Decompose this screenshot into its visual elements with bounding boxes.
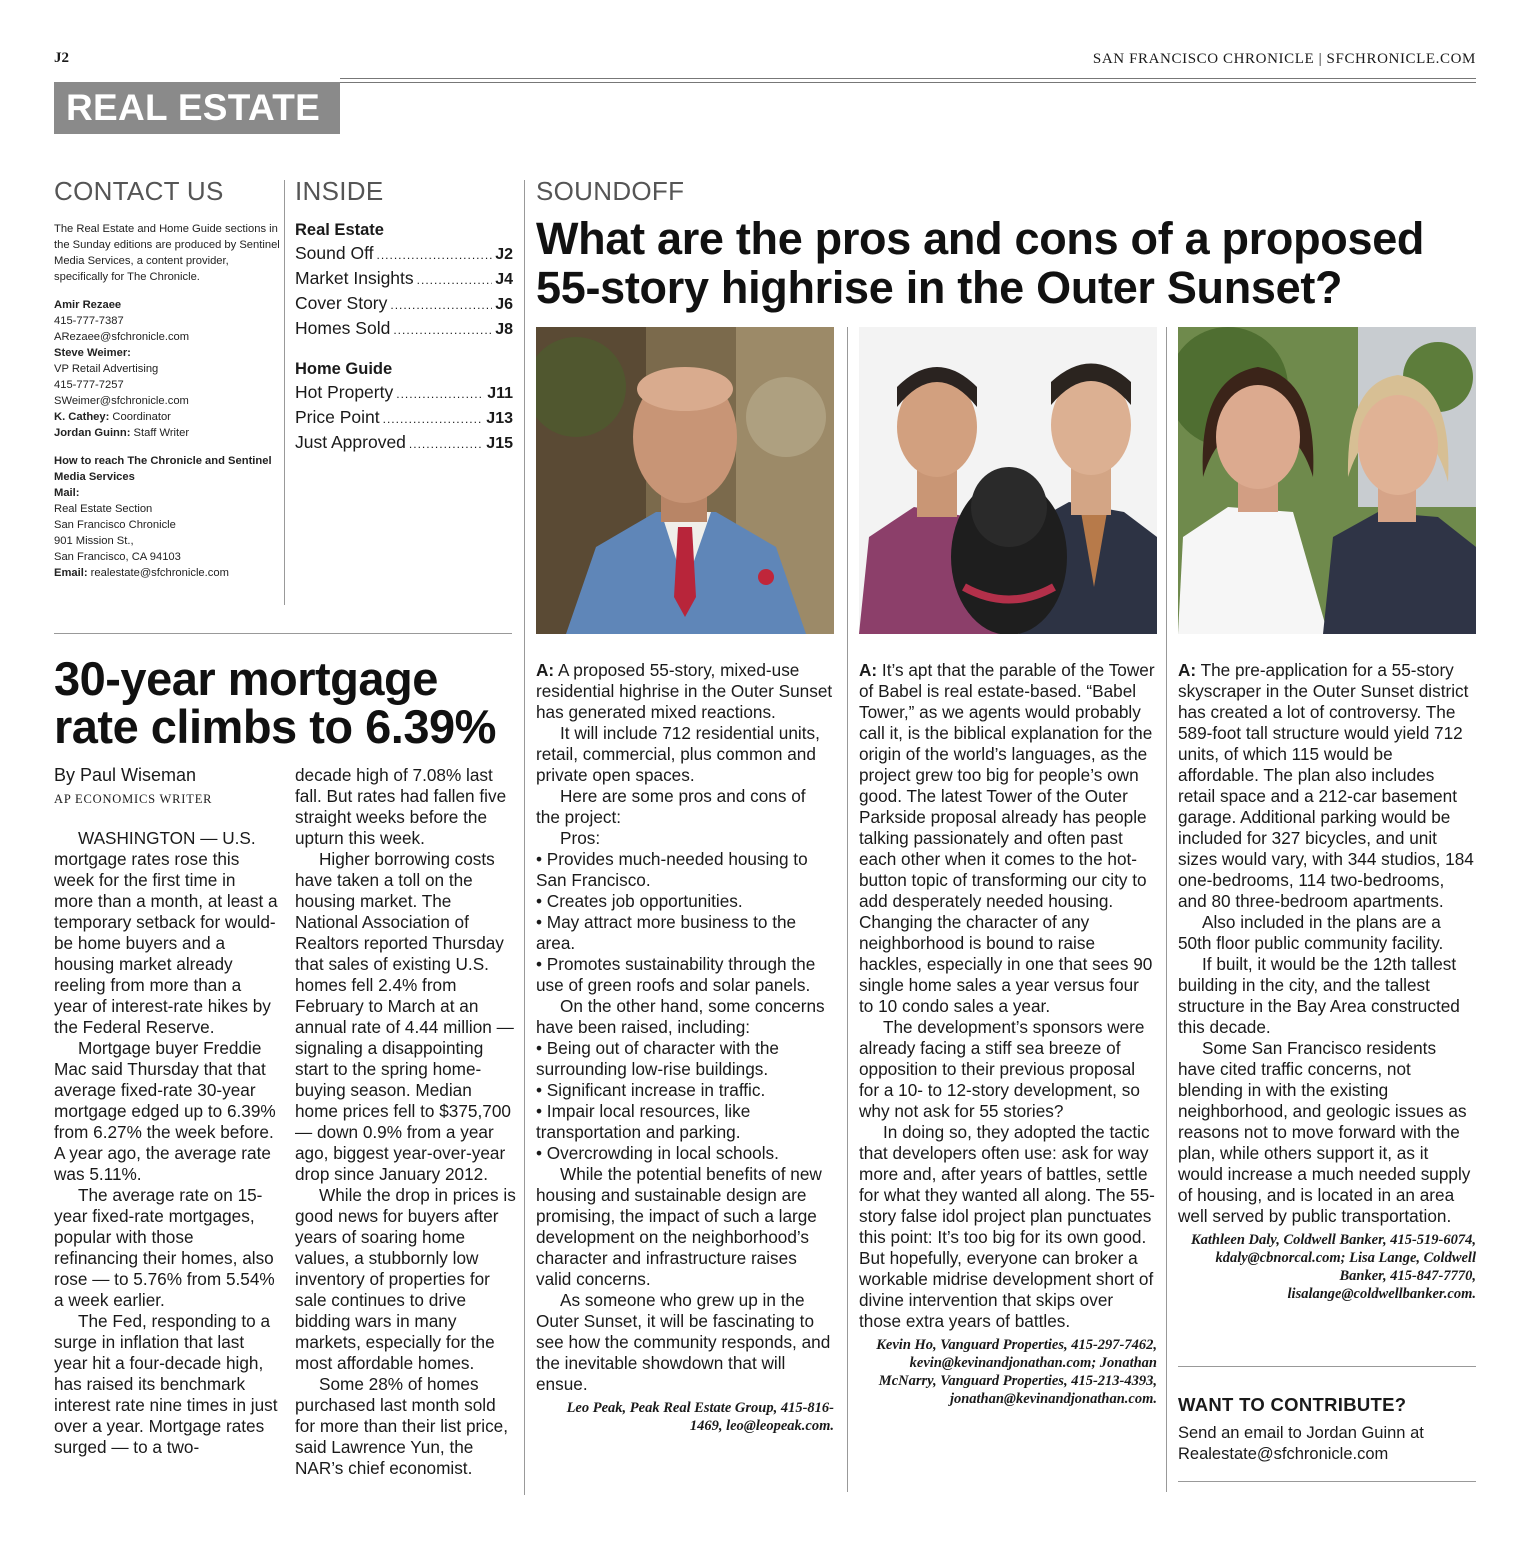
- paragraph: It will include 712 residential units, retail, commercial, plus common and private open spaces.: [536, 723, 820, 785]
- contribute-title: WANT TO CONTRIBUTE?: [1178, 1394, 1407, 1415]
- answer-label: A:: [859, 660, 878, 680]
- toc-leader: [377, 244, 493, 267]
- toc-page: J15: [486, 435, 513, 452]
- bullet-item: • May attract more business to the area.: [536, 912, 797, 953]
- pros-label: Pros:: [560, 828, 601, 848]
- paragraph: The average rate on 15-year fixed-rate mortgages, popular with those refinancing their homes, also rose — to 5.76% from 5.54% a week earlier.: [54, 1185, 275, 1310]
- reach-title: How to reach The Chronicle and Sentinel Media Services: [54, 455, 272, 483]
- answer-lead: [859, 660, 1157, 1017]
- paragraph: Mortgage buyer Freddie Mac said Thursday that that average fixed-rate 30-year mortgage edged up to 6.39% from 6.27% the week before. A year ago, the average rate was 5.11%.: [54, 1038, 276, 1184]
- answer-2: [859, 660, 1157, 1408]
- paragraph: Some 28% of homes purchased last month sold for more than their list price, said Lawrence Yun, the NAR’s chief economist.: [295, 1374, 509, 1478]
- byline-credit: AP ECONOMICS WRITER: [54, 792, 213, 806]
- paragraph: decade high of 7.08% last fall. But rates had fallen five straight weeks before the upturn this week.: [295, 765, 507, 848]
- answer-label: A:: [1178, 660, 1197, 680]
- toc-leader: [396, 383, 484, 406]
- toc-page: J2: [495, 246, 513, 263]
- toc-label: Hot Property: [295, 382, 394, 402]
- toc-label: Market Insights: [295, 268, 414, 288]
- toc-page: J4: [495, 271, 513, 288]
- soundoff-label: SOUNDOFF: [536, 176, 685, 206]
- answer-lead-text: A proposed 55-story, mixed-use residential highrise in the Outer Sunset has generated mixed reactions.: [536, 660, 833, 722]
- toc-leader: [409, 433, 483, 456]
- toc-page: J6: [495, 296, 513, 313]
- staff-email[interactable]: ARezaee@sfchronicle.com: [54, 331, 190, 343]
- column-divider: [284, 180, 285, 605]
- toc-group: [295, 221, 513, 342]
- paragraph: On the other hand, some concerns have been raised, including:: [536, 996, 825, 1037]
- toc-page: J11: [487, 385, 513, 402]
- soundoff-headline: What are the pros and cons of a proposed 55-story highrise in the Outer Sunset?: [536, 213, 1425, 313]
- mail-block: [54, 453, 280, 581]
- mortgage-column-2: [295, 765, 517, 1479]
- section-flag: REAL ESTATE: [54, 82, 340, 134]
- column-divider: [524, 180, 525, 1495]
- address-line: San Francisco, CA 94103: [54, 551, 181, 563]
- toc-page: J8: [495, 321, 513, 338]
- byline: By Paul Wiseman: [54, 765, 197, 785]
- agent-photo-2: [859, 327, 1157, 634]
- answer-label: A:: [536, 660, 555, 680]
- bullet-item: • Overcrowding in local schools.: [536, 1143, 779, 1163]
- mail-label: Mail:: [54, 487, 80, 499]
- top-rule-2: [340, 82, 1476, 83]
- staff-role: Staff Writer: [130, 427, 190, 439]
- paragraph: The development’s sponsors were already facing a stiff sea breeze of opposition to their previous proposal for a 10- to 12-story development, so why not ask for 55 stories?: [859, 1017, 1145, 1121]
- page-number: J2: [54, 50, 69, 66]
- paragraph: Here are some pros and cons of the project:: [536, 786, 806, 827]
- toc-item[interactable]: [295, 292, 513, 317]
- contribute-rule-bottom: [1178, 1481, 1476, 1482]
- toc-item[interactable]: [295, 267, 513, 292]
- contribute-rule-top: [1178, 1366, 1476, 1367]
- bullet-item: • Promotes sustainability through the use of green roofs and solar panels.: [536, 954, 816, 995]
- column-divider: [1166, 327, 1167, 1492]
- paragraph: In doing so, they adopted the tactic that developers often use: ask for way more and, after years of battles, settle for what they wanted all along. The 55-story false idol project plan punctuates this point: It’s too big for its own good. But hopefully, everyone can broker a workable midrise development short of divine intervention that skips over those extra years of battles.: [859, 1122, 1155, 1331]
- toc-label: Cover Story: [295, 293, 388, 313]
- bullet-item: • Impair local resources, like transportation and parking.: [536, 1101, 751, 1142]
- story-rule: [54, 633, 512, 634]
- agent-signature: Kevin Ho, Vanguard Properties, 415-297-7462, kevin@kevinandjonathan.com; Jonathan McNarry, Vanguard Properties, 415-213-4393, jonathan@kevinandjonathan.com.: [876, 1337, 1157, 1407]
- paragraph: If built, it would be the 12th tallest building in the city, and the tallest structure in the Bay Area constructed this decade.: [1178, 954, 1460, 1037]
- agent-photo-1: [536, 327, 834, 634]
- staff-phone: 415-777-7387: [54, 315, 124, 327]
- agent-photo-3: [1178, 327, 1476, 634]
- staff-phone: 415-777-7257: [54, 379, 124, 391]
- agent-signature: Kathleen Daly, Coldwell Banker, 415-519-6074, kdaly@cbnorcal.com; Lisa Lange, Coldwell Banker, 415-847-7770, lisalange@coldwellbanker.com.: [1190, 1232, 1476, 1302]
- toc-item[interactable]: [295, 242, 513, 267]
- staff-name: Steve Weimer:: [54, 347, 131, 359]
- answer-3: [1178, 660, 1476, 1303]
- toc-leader: [390, 294, 492, 317]
- answer-lead-text: The pre-application for a 55-story skyscraper in the Outer Sunset district has created a lot of controversy. The 589-foot tall structure would yield 712 units, of which 115 would be affordable. The plan also includes retail space and a 212-car basement garage. Additional parking would be included for 327 bicycles, and unit sizes would vary, with 344 studios, 184 one-bedrooms, 114 two-bedrooms, and 80 three-bedroom apartments.: [1178, 660, 1474, 911]
- contact-intro: The Real Estate and Home Guide sections in the Sunday editions are produced by Sentinel Media Services, a content provider, specifically for The Chronicle.: [54, 223, 280, 283]
- staff-role: Coordinator: [109, 411, 171, 423]
- contribute-text[interactable]: Send an email to Jordan Guinn at Realestate@sfchronicle.com: [1178, 1424, 1424, 1463]
- toc-group-title: Real Estate: [295, 221, 384, 239]
- answer-1: [536, 660, 834, 1435]
- staff-name: K. Cathey:: [54, 411, 110, 423]
- top-rule: [340, 78, 1476, 79]
- paragraph: While the potential benefits of new housing and sustainable design are promising, the impact of such a large development on the neighborhood’s character and infrastructure raises valid concerns.: [536, 1164, 822, 1289]
- address-line: Real Estate Section: [54, 503, 153, 515]
- paragraph: While the drop in prices is good news for buyers after years of soaring home values, a stubbornly low inventory of properties for sale continues to drive bidding wars in many markets, especially for the most affordable homes.: [295, 1185, 516, 1373]
- paragraph: WASHINGTON — U.S. mortgage rates rose this week for the first time in more than a month, at least a temporary setback for would-be home buyers and a housing market already reeling from more than a year of interest-rate hikes by the Federal Reserve.: [54, 828, 278, 1037]
- staff-name: Jordan Guinn:: [54, 427, 131, 439]
- answer-lead: [1178, 660, 1476, 912]
- toc-item[interactable]: [295, 406, 513, 431]
- address-line: San Francisco Chronicle: [54, 519, 176, 531]
- toc-leader: [383, 408, 484, 431]
- paragraph: Some San Francisco residents have cited traffic concerns, not blending in with the existing neighborhood, and geologic issues as reasons not to move forward with the plan, while others support it, as it would increase a much needed supply of housing, and is located in an area well served by public transportation.: [1178, 1038, 1471, 1226]
- answer-lead: [536, 660, 834, 723]
- toc-group: [295, 360, 513, 456]
- bullet-item: • Being out of character with the surrounding low-rise buildings.: [536, 1038, 779, 1079]
- toc-label: Sound Off: [295, 243, 374, 263]
- email-label: Email:: [54, 567, 88, 579]
- paragraph: As someone who grew up in the Outer Sunset, it will be fascinating to see how the community responds, and the inevitable showdown that will ensue.: [536, 1290, 831, 1394]
- paragraph: Also included in the plans are a 50th floor public community facility.: [1178, 912, 1444, 953]
- toc-group-title: Home Guide: [295, 360, 393, 378]
- toc-label: Homes Sold: [295, 318, 391, 338]
- mortgage-column-1: [54, 828, 278, 1458]
- toc-item[interactable]: [295, 431, 513, 456]
- bullet-item: • Significant increase in traffic.: [536, 1080, 766, 1100]
- mortgage-headline: 30-year mortgage rate climbs to 6.39%: [54, 652, 496, 753]
- bullet-item: • Provides much-needed housing to San Francisco.: [536, 849, 808, 890]
- agent-signature: Leo Peak, Peak Real Estate Group, 415-816-1469, leo@leopeak.com.: [566, 1400, 834, 1434]
- paragraph: Higher borrowing costs have taken a toll on the housing market. The National Association of Realtors reported Thursday that sales of existing U.S. homes fell 2.4% from February to March at an annual rate of 4.44 million — signaling a disappointing start to the spring home-buying season. Median home prices fell to $375,700 — down 0.9% from a year ago, biggest year-over-year drop since January 2012.: [295, 849, 514, 1184]
- masthead: SAN FRANCISCO CHRONICLE | SFCHRONICLE.COM: [1092, 51, 1476, 67]
- toc-item[interactable]: [295, 381, 513, 406]
- contact-email[interactable]: realestate@sfchronicle.com: [87, 567, 229, 579]
- toc-label: Price Point: [295, 407, 380, 427]
- staff-title: VP Retail Advertising: [54, 363, 159, 375]
- toc-item[interactable]: [295, 317, 513, 342]
- paragraph: The Fed, responding to a surge in inflation that last year hit a four-decade high, has raised its benchmark interest rate nine times in just over a year. Mortgage rates surged — to a two-: [54, 1311, 278, 1457]
- answer-lead-text: It’s apt that the parable of the Tower of Babel is real estate-based. “Babel Tower,” as we agents would probably call it, is the biblical explanation for the origin of the world’s languages, as the project grew too big for people’s own good. The latest Tower of the Outer Parkside proposal already has people talking passionately and often past each other when it comes to the hot-button topic of transforming our city to add desperately needed housing. Changing the character of any neighborhood is bound to raise hackles, especially in one that sees 90 single home sales a year versus four to 10 condo sales a year.: [859, 660, 1155, 1016]
- staff-list: [54, 297, 280, 441]
- inside-column: [295, 176, 513, 474]
- inside-heading: INSIDE: [295, 176, 384, 206]
- column-divider: [847, 327, 848, 1492]
- contact-column: [54, 176, 280, 593]
- staff-name: Amir Rezaee: [54, 299, 122, 311]
- address-line: 901 Mission St.,: [54, 535, 134, 547]
- toc-page: J13: [486, 410, 513, 427]
- toc-leader: [417, 269, 493, 292]
- staff-email[interactable]: SWeimer@sfchronicle.com: [54, 395, 189, 407]
- toc-label: Just Approved: [295, 432, 406, 452]
- contact-heading: CONTACT US: [54, 176, 224, 206]
- toc-leader: [393, 319, 492, 342]
- bullet-item: • Creates job opportunities.: [536, 891, 743, 911]
